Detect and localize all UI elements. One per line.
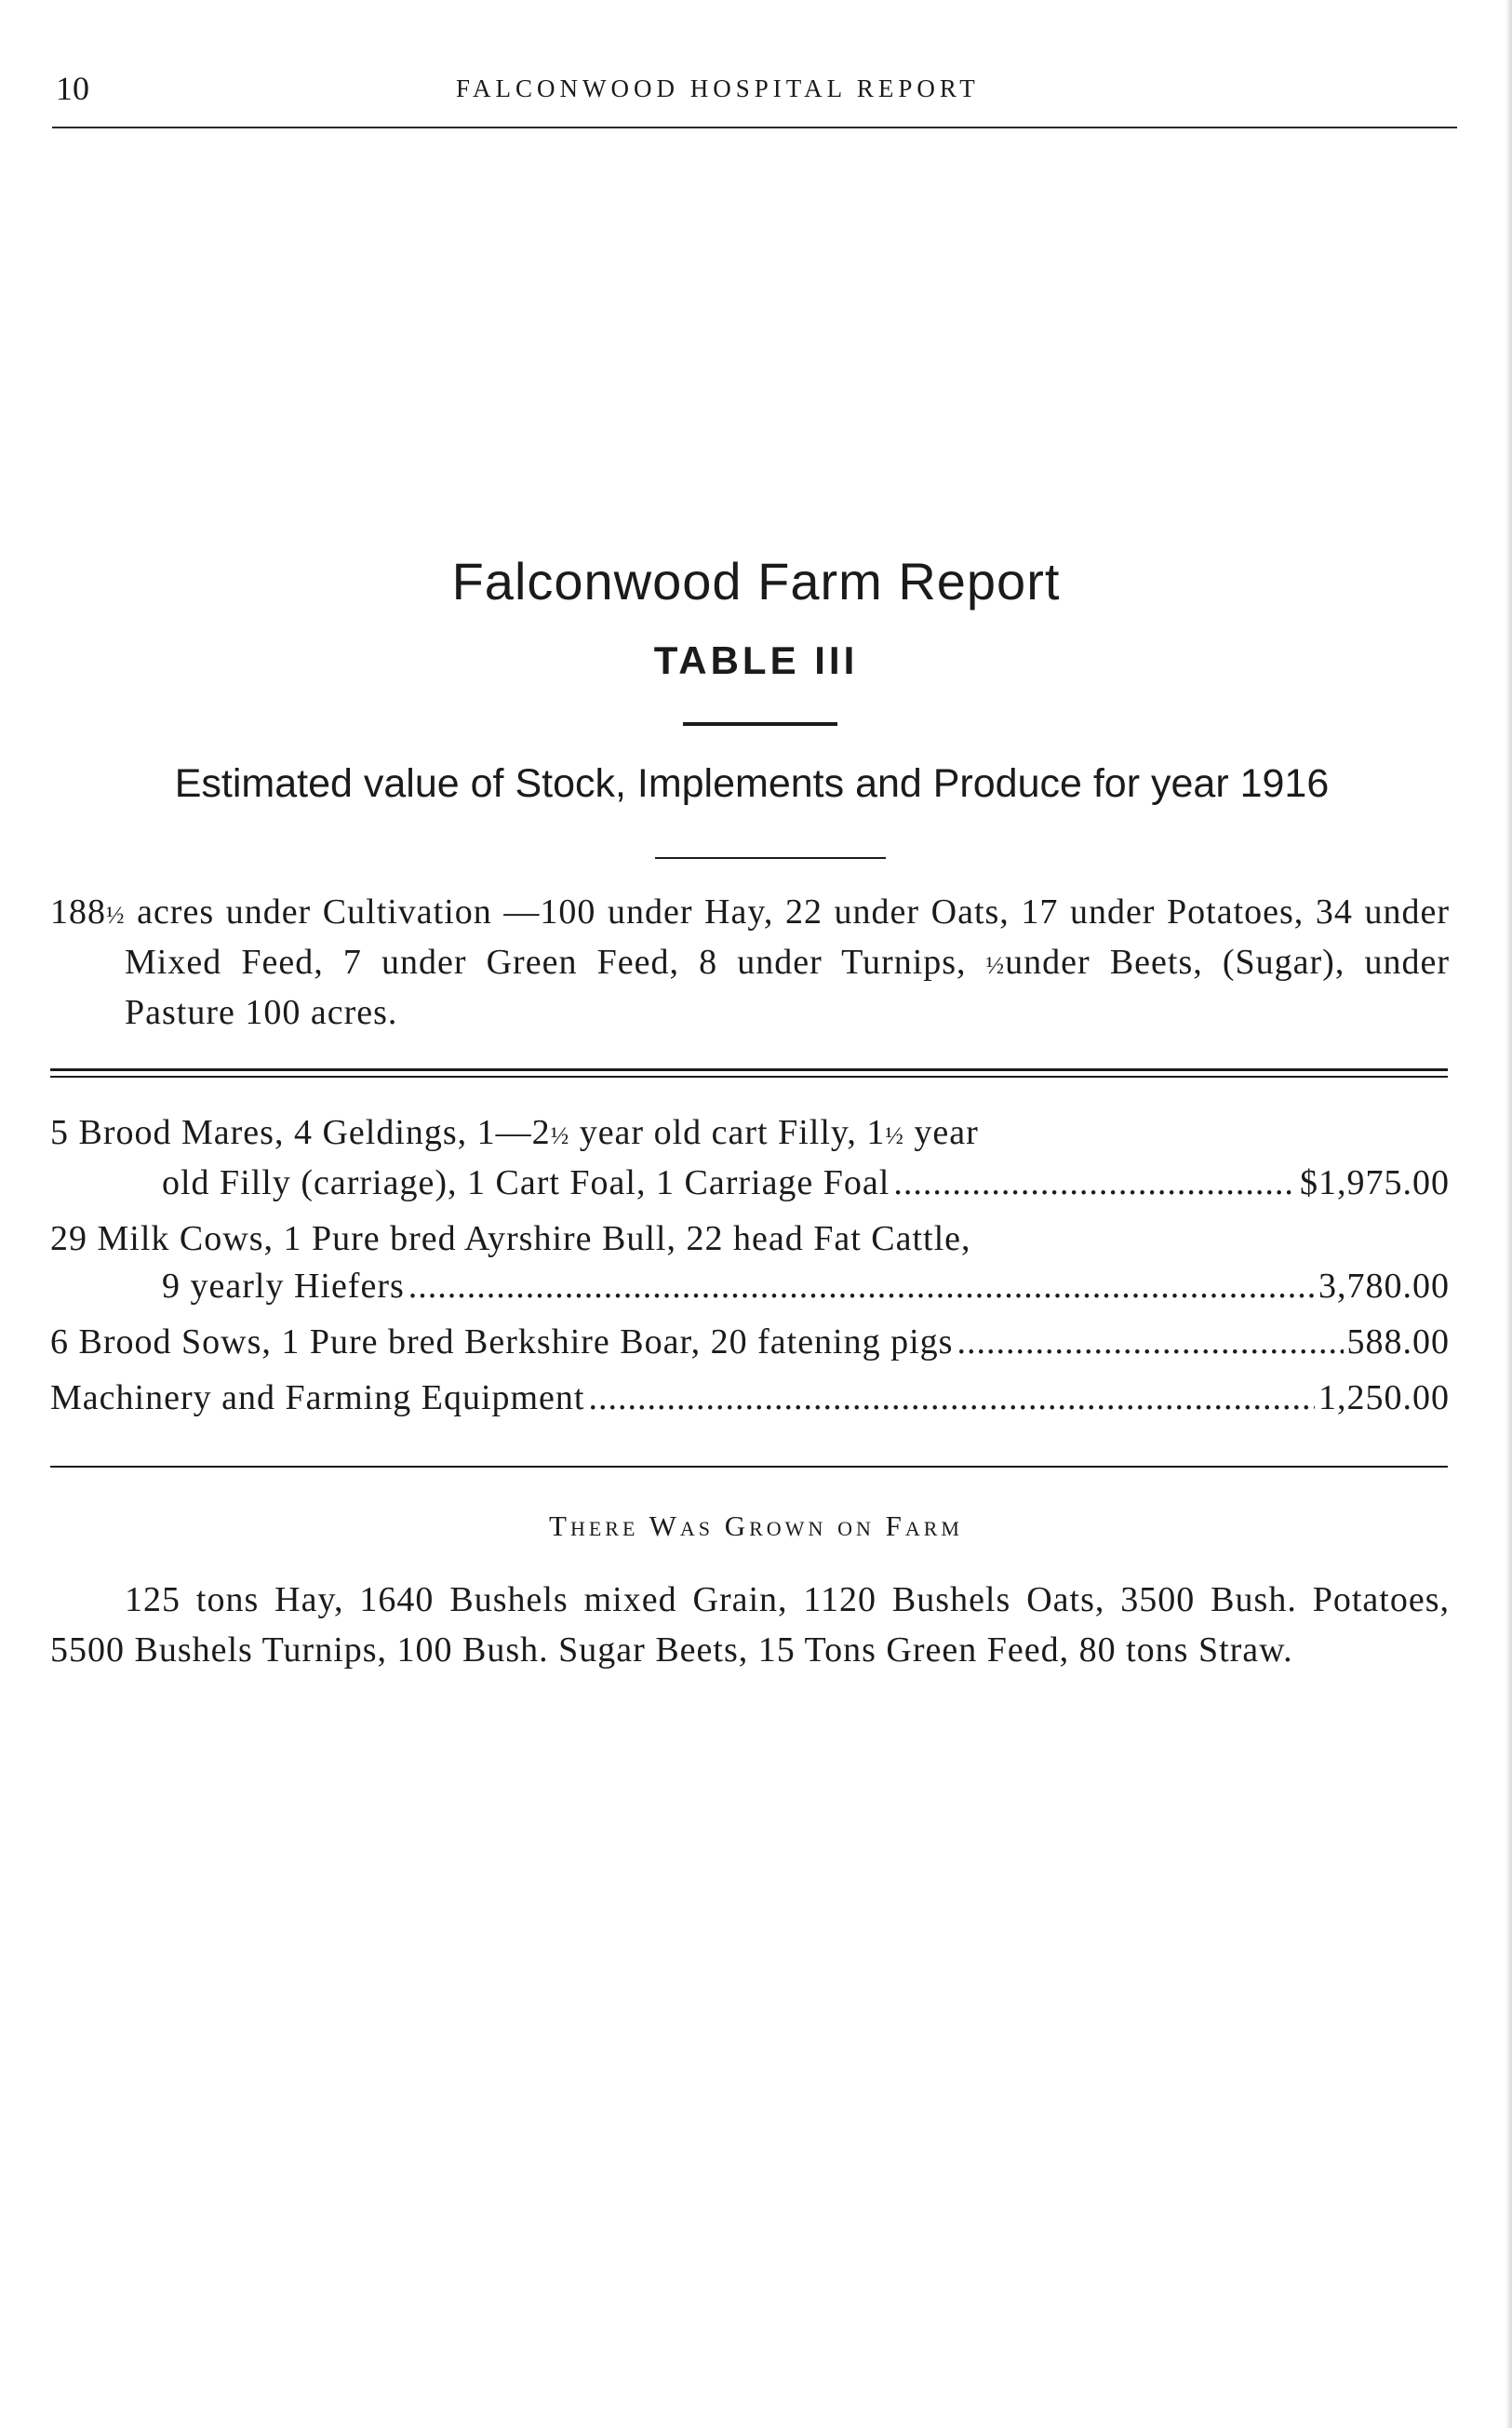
running-title: FALCONWOOD HOSPITAL REPORT <box>456 74 980 102</box>
inventory-list <box>50 1109 1450 1430</box>
inventory-item-cattle <box>50 1215 1450 1310</box>
section-divider <box>50 1466 1448 1468</box>
cultivation-acres: 188 <box>50 892 106 932</box>
dot-leader <box>893 1160 1296 1207</box>
cattle-description: 9 yearly Hiefers <box>162 1267 405 1306</box>
table-label: TABLE III <box>653 638 859 682</box>
report-title: Falconwood Farm Report <box>451 552 1061 610</box>
machinery-value: 1,250.00 <box>1318 1378 1450 1417</box>
horses-description: old Filly (carriage), 1 Cart Foal, 1 Carriage Foal <box>162 1163 890 1202</box>
page-number: 10 <box>56 70 89 107</box>
inventory-item-pigs <box>50 1319 1450 1366</box>
grown-heading: There Was Grown on Farm <box>549 1509 963 1542</box>
scan-edge-shadow <box>1505 0 1512 2428</box>
inventory-item-machinery <box>50 1375 1450 1422</box>
grown-paragraph: 125 tons Hay, 1640 Bushels mixed Grain, 1120 Bushels Oats, 3500 Bush. Potatoes, 5500 Bushels Turnips, 100 Bush. Sugar Beets, 15 Tons Green Feed, 80 tons Straw. <box>50 1580 1450 1670</box>
cultivation-text-b: under Beets, (Sugar), under Pasture 100 acres. <box>125 943 1450 1032</box>
pigs-description: 6 Brood Sows, 1 Pure bred Berkshire Boar, 20 fatening pigs <box>50 1322 954 1362</box>
title-divider <box>683 722 837 726</box>
beets-fraction: ½ <box>985 952 1006 979</box>
pigs-value: 588.00 <box>1346 1322 1450 1362</box>
dot-leader <box>957 1319 1343 1366</box>
inventory-item-horses <box>50 1109 1450 1207</box>
double-rule-divider <box>50 1068 1448 1078</box>
horses-line-2 <box>50 1160 1450 1207</box>
dot-leader <box>589 1375 1316 1422</box>
subtitle-divider <box>655 857 886 859</box>
dot-leader <box>408 1263 1315 1310</box>
pigs-line <box>50 1319 1450 1366</box>
header-rule <box>52 127 1457 128</box>
cultivation-text-a: acres under Cultivation —100 under Hay, 22 under Oats, 17 under Potatoes, 34 under Mixed Feed, 7 under Green Feed, 8 under Turnips, <box>125 892 1450 982</box>
cattle-line-2 <box>50 1263 1450 1310</box>
horses-value: $1,975.00 <box>1300 1163 1450 1202</box>
machinery-line <box>50 1375 1450 1422</box>
cultivation-acres-fraction: ½ <box>106 902 126 929</box>
machinery-description: Machinery and Farming Equipment <box>50 1378 585 1417</box>
report-subtitle: Estimated value of Stock, Implements and Produce for year 1916 <box>174 761 1330 806</box>
cattle-line-1: 29 Milk Cows, 1 Pure bred Ayrshire Bull, 22 head Fat Cattle, <box>50 1219 971 1258</box>
horses-line-1: 5 Brood Mares, 4 Geldings, 1—2½ year old cart Filly, 1½ year <box>50 1113 979 1152</box>
cattle-value: 3,780.00 <box>1318 1267 1450 1306</box>
cultivation-paragraph <box>50 889 1450 1037</box>
